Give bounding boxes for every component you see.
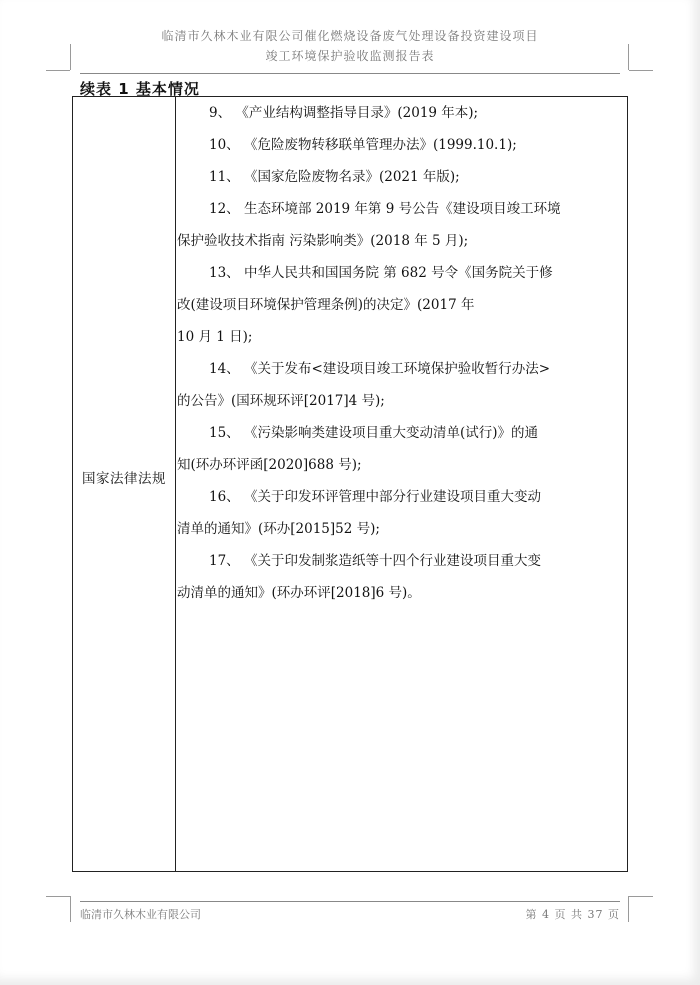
regulation-item [175, 417, 625, 481]
footer-company: 临清市久林木业有限公司 [80, 908, 201, 921]
crop-mark [70, 896, 71, 922]
regulation-line: 的公告》(国环规环评[2017]4 号); [177, 393, 385, 409]
regulation-item [175, 353, 625, 417]
table-title: 续表 1 基本情况 [80, 80, 200, 98]
row-label: 国家法律法规 [82, 471, 166, 487]
regulation-item [175, 193, 625, 257]
crop-mark [628, 896, 629, 922]
regulation-line: 15、 《污染影响类建设项目重大变动清单(试行)》的通 [209, 425, 539, 441]
regulation-line: 改(建设项目环境保护管理条例)的决定》(2017 年 [177, 297, 475, 313]
crop-mark [46, 896, 70, 897]
regulation-line: 保护验收技术指南 污染影响类》(2018 年 5 月); [177, 233, 469, 249]
regulation-line: 14、 《关于发布<建设项目竣工环境保护验收暂行办法> [209, 361, 551, 377]
footer-rule [80, 901, 620, 902]
footer-page-number: 第 4 页 共 37 页 [525, 908, 620, 921]
regulation-line: 13、 中华人民共和国国务院 第 682 号令《国务院关于修 [209, 265, 553, 281]
regulation-item [175, 97, 625, 129]
regulation-line: 清单的通知》(环办[2015]52 号); [177, 521, 380, 537]
header-line-1: 临清市久林木业有限公司催化燃烧设备废气处理设备投资建设项目 [161, 29, 539, 43]
regulation-line: 动清单的通知》(环办环评[2018]6 号)。 [177, 585, 421, 601]
regulation-line: 16、 《关于印发环评管理中部分行业建设项目重大变动 [209, 489, 541, 505]
basic-info-table [72, 96, 628, 872]
regulation-item [175, 257, 625, 353]
regulation-line: 11、 《国家危险废物名录》(2021 年版); [209, 169, 460, 185]
crop-mark [70, 44, 71, 70]
regulation-item [175, 481, 625, 545]
regulation-item [175, 545, 625, 609]
regulation-line: 17、 《关于印发制浆造纸等十四个行业建设项目重大变 [209, 553, 541, 569]
header-line-2: 竣工环境保护验收监测报告表 [265, 49, 435, 63]
regulation-line: 10、 《危险废物转移联单管理办法》(1999.10.1); [209, 137, 517, 153]
regulation-line: 10 月 1 日); [177, 329, 253, 345]
regulation-line: 知(环办环评函[2020]688 号); [177, 457, 362, 473]
regulation-line: 12、 生态环境部 2019 年第 9 号公告《建设项目竣工环境 [209, 201, 561, 217]
crop-mark [46, 70, 70, 71]
crop-mark [628, 44, 629, 70]
page-header [80, 26, 620, 66]
crop-mark [629, 896, 653, 897]
crop-mark [629, 70, 653, 71]
regulation-item [175, 161, 625, 193]
regulation-item [175, 129, 625, 161]
header-rule [80, 73, 620, 74]
regulation-line: 9、 《产业结构调整指导目录》(2019 年本); [209, 105, 479, 121]
